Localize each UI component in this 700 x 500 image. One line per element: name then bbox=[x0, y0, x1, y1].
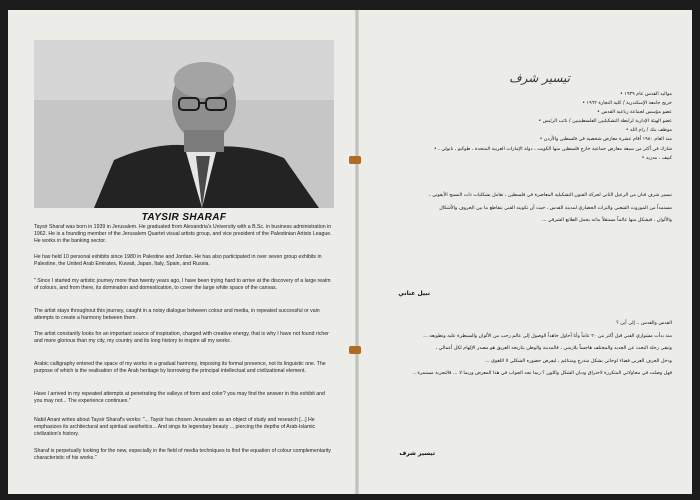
critique-line: تيسير شرف فنان من الرعيل الثاني لحركة الفنون التشكيلية المعاصرة في فلسطين ، تعامل بشكليات ذات النسيج الأيقوني ، bbox=[429, 193, 672, 198]
anani-quote-paragraph: Nabil Anani writes about Taysir Sharaf's works: "... Taysir has chosen Jerusalem as an object of study and research [...] He emphasizes its architectural and spiritual aesthetics... And sings its legendary beauty ... piercing the depths of Arab-Islamic civilization's history. bbox=[34, 417, 316, 437]
statement-line: ودخل الحرف العربي فضاء لوحاتي بشكل متدرج ومتناغم ، ليفرض حضوره الشكلي لا اللغوي ... bbox=[485, 358, 672, 364]
critique-paragraph bbox=[372, 192, 672, 230]
quote-paragraph: " Since I started my artistic journey more than twenty years ago, I have been trying hard to arrive at the discovery of a large realm of colours, and from there, its domination and domestication, to cover the large white space of the canvas. bbox=[34, 278, 331, 291]
bullet-item: مواليد القدس عام ١٩٣٩ • bbox=[372, 90, 672, 99]
brochure-spread bbox=[8, 10, 692, 494]
left-page bbox=[20, 24, 342, 484]
bullet-item: خريج جامعة الإسكندرية / كلية التجارة ١٩٦٢ • bbox=[372, 99, 672, 108]
statement-line: وتبقى رحلة البحث عن الجديد والمختلف هاجساً يلازمني ، فالمدينة والوطن بتاريخه العريق هو مصدر الإلهام لكل أعمالي ، bbox=[435, 346, 672, 352]
bio-paragraph: Taysir Sharaf was born in 1939 in Jerusalem. He graduated from Alexandria's University with a B.Sc. in business administration in 1962. He is a founding member of the Jerusalem Quartet visual artists group, and vice president of the Palestinian Artists League. He works in the banking sector. bbox=[34, 224, 332, 244]
bullet-item: عضو مؤسس لجماعة رباعية القدس • bbox=[372, 108, 672, 117]
calligraphy-paragraph: Arabic calligraphy entered the space of my works in a gradual harmony, imposing its formal presence, not its linguistic one. The purpose of which is the realisation of the Arab heritage by borrowing the principal intellectual and civilizational element. bbox=[34, 361, 326, 374]
artist-name-heading: TAYSIR SHARAF bbox=[141, 212, 227, 223]
statement-line: فهل وصلت في محاولاتي المتكررة لاختراق وديان الشكل واللون ؟ ربما تجد الجواب في هذا المعرض وربما لا ... فالتجربة مستمرة .. bbox=[412, 371, 672, 377]
staple-bottom bbox=[349, 346, 361, 354]
staple-top bbox=[349, 156, 361, 164]
bullet-item: شارك في أكثر من سبعة معارض جماعية خارج فلسطين منها الكويت ، دولة الإمارات العربية المتحدة ، طوكيو ، نابولي ، • bbox=[372, 145, 672, 154]
statement-line: القدس والقدس .. إلى أين ؟ bbox=[616, 321, 672, 326]
inspiration-paragraph: The artist constantly looks for an important source of inspiration, charged with creative energy, that is why I have not found richer and more glorious than my city, my country and its long history to inspire all my works . bbox=[34, 331, 329, 344]
closing-paragraph: Sharaf is perpetually looking for the new, especially in the field of media techniques to find the equation of colour complementarity characteristic of his works." bbox=[34, 448, 332, 461]
artist-portrait-illustration bbox=[34, 40, 334, 208]
statement-line: منذ بدأت مشواري الفني قبل أكثر من ٢٠ عاماً وأنا أحاول جاهداً الوصول إلى عالم رحب من الألوان والسيطرة عليه وتطويعه ... bbox=[423, 333, 672, 339]
artist-statement bbox=[372, 320, 672, 383]
experience-paragraph: Have I arrived in my repeated attempts at penetrating the valleys of form and color? you may find the answer in this exhibit and you may not... The experience continues." bbox=[34, 391, 325, 404]
sign-off: تيسير شرف bbox=[399, 450, 435, 457]
critique-line: مستمداً من الموروث الشعبي والتراث الحضاري لمدينة القدس ، حيث أن تكوينه الفني يتقاطع ما بين الحروف والأشكال bbox=[439, 205, 672, 211]
critic-name: نبيل عناني bbox=[398, 290, 430, 297]
bio-bullet-list bbox=[372, 90, 672, 163]
critique-line: والألوان ، فيشكل منها عالماً مستقلاً بذاته يحمل الطابع الشرقي ... bbox=[541, 218, 672, 224]
right-page bbox=[368, 24, 680, 484]
bullet-item: موظف بنك / رام الله • bbox=[372, 126, 672, 135]
bullet-item: كييف ، مدريد • bbox=[372, 154, 672, 163]
signature-heading: تيسير شرف bbox=[509, 71, 570, 85]
bullet-item: منذ العام ١٩٨٠ أقام عشرة معارض شخصية في فلسطين والأردن • bbox=[372, 135, 672, 144]
exhibits-paragraph: He has held 10 personal exhibits since 1980 in Palestine and Jordan. He has also participated in over seven group exhibits in Palestine, the United Arab Emirates, Kuwait, Japan, Italy, Spain, and Russia. bbox=[34, 254, 322, 267]
dialogue-paragraph: The artist stays throughout this journey, caught in a noisy dialogue between colour and media, in repeated successful or vain attempts to create a harmony between them . bbox=[34, 308, 320, 321]
bullet-item: عضو الهيئة الإدارية لرابطة التشكيليين الفلسطينيين / نائب الرئيس • bbox=[372, 117, 672, 126]
artist-photo bbox=[34, 40, 334, 208]
center-fold bbox=[355, 10, 359, 494]
